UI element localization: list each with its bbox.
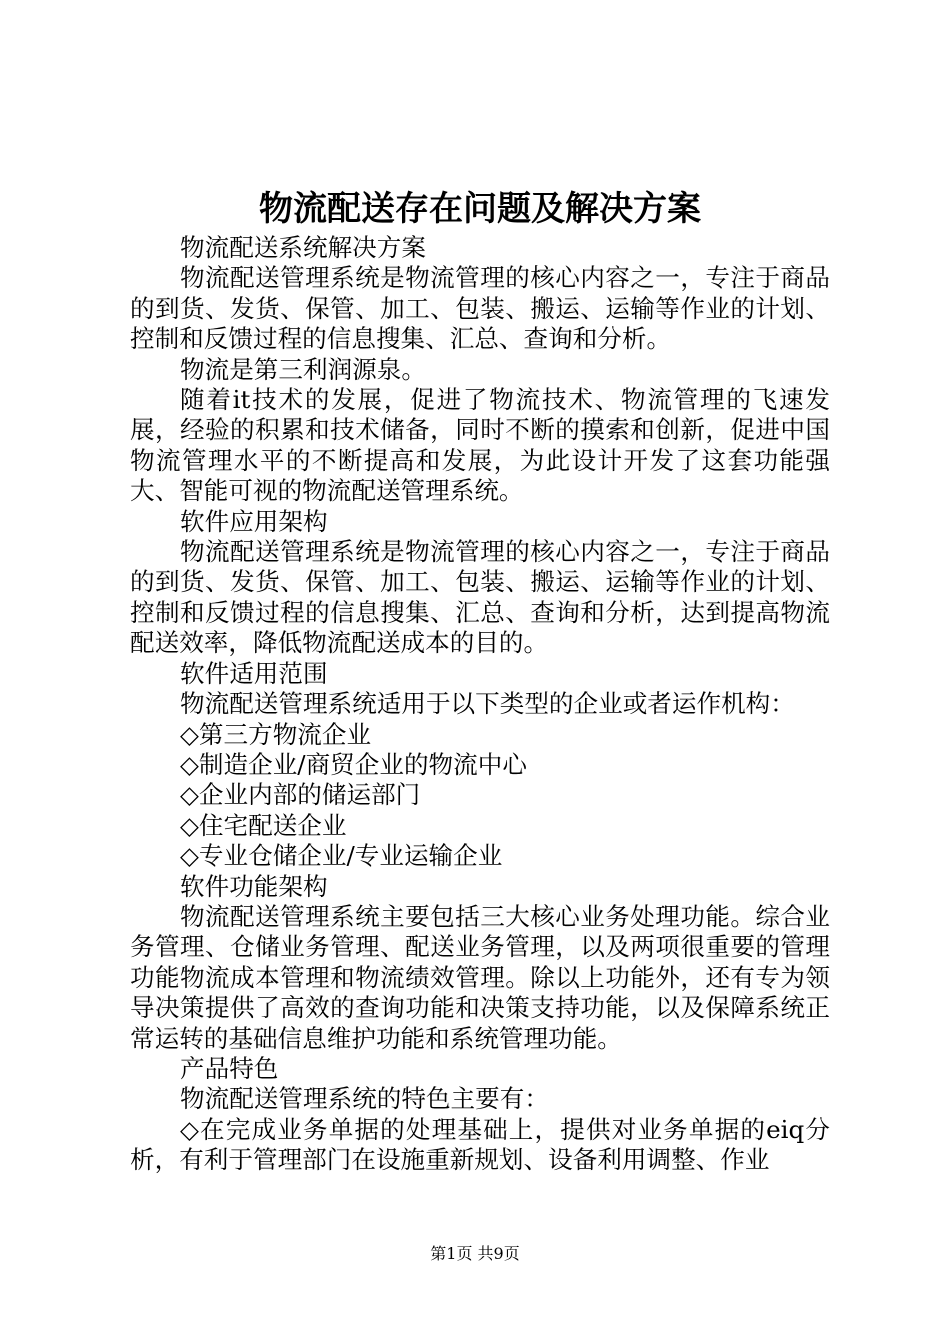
document-title: 物流配送存在问题及解决方案: [259, 189, 701, 229]
paragraph: 物流配送管理系统的特色主要有：: [180, 1084, 549, 1114]
list-item: ◇制造企业/商贸企业的物流中心: [180, 749, 527, 779]
paragraph-heading-architecture: 软件应用架构: [180, 506, 328, 536]
paragraph-heading-functions: 软件功能架构: [180, 871, 328, 901]
paragraph: 物流配送管理系统是物流管理的核心内容之一，专注于商品的到货、发货、保管、加工、包装、搬运、运输等作业的计划、控制和反馈过程的信息搜集、汇总、查询和分析。: [130, 263, 830, 354]
paragraph-heading-solution: 物流配送系统解决方案: [180, 233, 426, 262]
list-item: ◇第三方物流企业: [180, 719, 372, 749]
paragraph: 随着it技术的发展，促进了物流技术、物流管理的飞速发展，经验的积累和技术储备，同时不断的摸索和创新，促进中国物流管理水平的不断提高和发展，为此设计开发了这套功能强大、智能可视的物流配送管理系统。: [130, 385, 830, 506]
list-item: ◇企业内部的储运部门: [180, 780, 421, 810]
page-footer: 第1页 共9页: [430, 1244, 520, 1263]
paragraph: 物流是第三利润源泉。: [180, 354, 426, 384]
paragraph-heading-features: 产品特色: [180, 1053, 279, 1083]
paragraph: 物流配送管理系统是物流管理的核心内容之一，专注于商品的到货、发货、保管、加工、包装、搬运、运输等作业的计划、控制和反馈过程的信息搜集、汇总、查询和分析，达到提高物流配送效率，降低物流配送成本的目的。: [130, 537, 830, 658]
paragraph: 物流配送管理系统主要包括三大核心业务处理功能。综合业务管理、仓储业务管理、配送业务管理，以及两项很重要的管理功能物流成本管理和物流绩效管理。除以上功能外，还有专为领导决策提供了高效的查询功能和决策支持功能，以及保障系统正常运转的基础信息维护功能和系统管理功能。: [130, 901, 830, 1053]
list-item: ◇专业仓储企业/专业运输企业: [180, 841, 503, 871]
list-item: ◇在完成业务单据的处理基础上，提供对业务单据的eiq分析，有利于管理部门在设施重新规划、设备利用调整、作业: [130, 1114, 830, 1175]
paragraph: 物流配送管理系统适用于以下类型的企业或者运作机构：: [180, 689, 795, 719]
list-item: ◇住宅配送企业: [180, 810, 347, 840]
document-body: [130, 233, 830, 1176]
paragraph-heading-scope: 软件适用范围: [180, 658, 328, 688]
